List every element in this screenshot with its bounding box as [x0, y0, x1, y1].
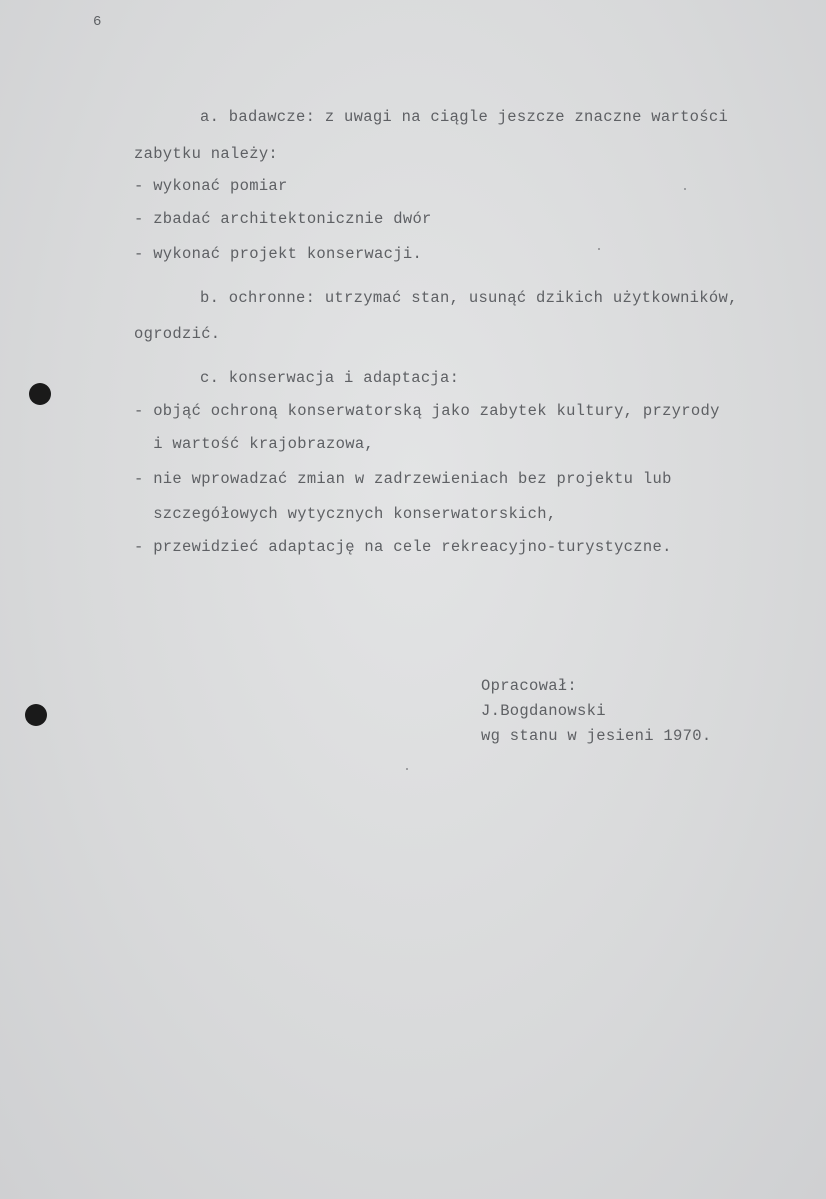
punch-hole — [25, 704, 47, 726]
section-a-item: - zbadać architektonicznie dwór — [134, 210, 432, 228]
signature-name: J.Bogdanowski — [481, 702, 606, 720]
section-c-line: - objąć ochroną konserwatorską jako zabytek kultury, przyrody — [134, 402, 720, 420]
section-b-line-2: ogrodzić. — [134, 325, 221, 343]
signature-date: wg stanu w jesieni 1970. — [481, 727, 712, 745]
paper-speck — [598, 248, 600, 250]
section-b-line-1: b. ochronne: utrzymać stan, usunąć dzikich użytkowników, — [200, 289, 738, 307]
page-number: 6 — [93, 14, 102, 30]
paper-speck — [406, 768, 408, 770]
signature-label: Opracował: — [481, 677, 578, 695]
section-c-line: - nie wprowadzać zmian w zadrzewieniach bez projektu lub — [134, 470, 672, 488]
punch-hole — [29, 383, 51, 405]
section-a-item: - wykonać projekt konserwacji. — [134, 245, 423, 263]
section-c-line: i wartość krajobrazowa, — [134, 435, 375, 453]
section-c-line: szczegółowych wytycznych konserwatorskich, — [134, 505, 557, 523]
section-c-heading: c. konserwacja i adaptacja: — [200, 369, 460, 387]
section-a-line-1: a. badawcze: z uwagi na ciągle jeszcze znaczne wartości — [200, 108, 729, 126]
section-a-item: - wykonać pomiar — [134, 177, 288, 195]
section-a-line-2: zabytku należy: — [134, 145, 279, 163]
section-c-line: - przewidzieć adaptację na cele rekreacyjno-turystyczne. — [134, 538, 672, 556]
paper-speck — [684, 188, 686, 190]
